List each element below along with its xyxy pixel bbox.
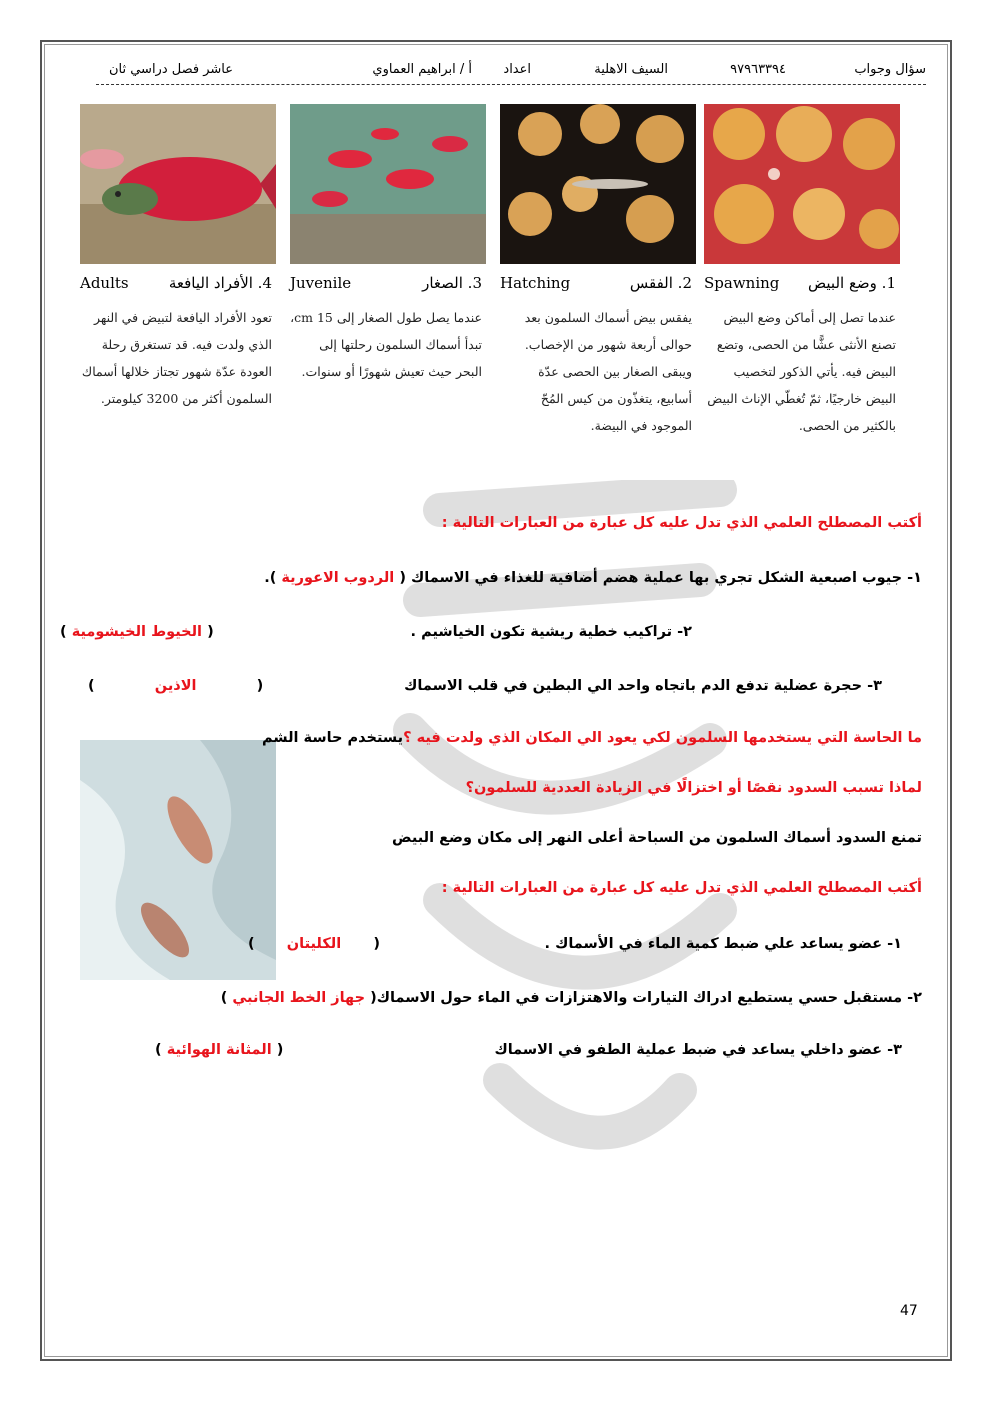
juvenile-salmon-photo: [290, 104, 486, 264]
stage-juvenile-text: عندما يصل طول الصغار إلى 15 cm، تبدأ أسماك السلمون رحلتها إلى البحر حيث تعيش شهورًا أو سنوات.: [290, 310, 482, 379]
hatching-eggs-photo: [500, 104, 696, 264]
q4-heading: أكتب المصطلح العلمي الذي تدل عليه كل عبارة من العبارات التالية :: [441, 880, 922, 896]
stage-hatching-text: يفقس بيض أسماك السلمون بعد حوالى أربعة شهور من الإخصاب. ويبقى الصغار بين الحصى عدّة أسابيع، يتغذّون من كيس المُحّ الموجود في البيضة.: [524, 310, 692, 433]
q1-answer-1: الردوب الاعورية: [281, 570, 395, 586]
stage-spawning: [704, 104, 900, 499]
q1-answer-2: الخيوط الخيشومية: [71, 624, 203, 640]
q4-item-2: ٢- مستقبل حسي يستطيع ادراك التيارات والاهتزازات في الماء حول الاسماك( جهاز الخط الجانبي ): [220, 990, 922, 1006]
salmon-leaping-photo: [80, 740, 276, 980]
q4-item-1: ١- عضو يساعد علي ضبط كمية الماء في الأسماك .: [544, 936, 902, 952]
stage-adults-text: تعود الأفراد اليافعة لتبيض في النهر الذي ولدت فيه. قد تستغرق رحلة العودة عدّة شهور تجتاز خلالها أسماك السلمون أكثر من 3200 كيلومتر.: [81, 310, 272, 406]
q1-heading: أكتب المصطلح العلمي الذي تدل عليه كل عبارة من العبارات التالية :: [441, 515, 922, 531]
stage-juvenile-caption: 3. الصغار Juvenile: [290, 274, 482, 292]
header-grade: عاشر فصل دراسي ثان: [108, 62, 233, 77]
q1-item-1: ١- جيوب اصبعية الشكل تجري بها عملية هضم أضافية للغذاء في الاسماك ( الردوب الاعورية ).: [264, 570, 922, 586]
header-prepared: اعداد: [503, 62, 531, 77]
q4-answer-3-group: ( المثانة الهوائية ): [155, 1042, 284, 1058]
q3-question: لماذا تسبب السدود نقصًا أو اختزالًا في الزيادة العددية للسلمون؟: [465, 780, 922, 796]
q2-question: ما الحاسة التي يستخدمها السلمون لكي يعود الي المكان الذي ولدت فيه ؟: [403, 730, 922, 746]
stage-juvenile: [290, 104, 486, 499]
q1-item-3: ٣- حجرة عضلية تدفع الدم باتجاه واحد الي البطين في قلب الاسماك: [404, 678, 882, 694]
salmon-life-cycle: [80, 104, 896, 499]
q1-answer-2-group: ( الخيوط الخيشومية ): [60, 624, 214, 640]
stage-adults: [80, 104, 276, 499]
header-subject: سؤال وجواب: [854, 62, 926, 77]
q4-answer-1: الكليتان: [286, 936, 342, 952]
spawning-eggs-photo: [704, 104, 900, 264]
stage-hatching: [500, 104, 696, 499]
header-phone: ٩٧٩٦٣٣٩٤: [730, 62, 786, 77]
q3-answer: تمنع السدود أسماك السلمون من السباحة أعلى النهر إلى مكان وضع البيض: [392, 830, 922, 846]
q4-answer-3: المثانة الهوائية: [166, 1042, 272, 1058]
q4-item-3: ٣- عضو داخلي يساعد في ضبط عملية الطفو في الاسماك: [494, 1042, 902, 1058]
page-header: [96, 62, 926, 84]
page-number: 47: [900, 1303, 918, 1319]
q1-answer-3-group: ( الاذين ): [88, 678, 264, 694]
stage-spawning-caption: 1. وضع البيض Spawning: [704, 274, 896, 292]
q4-answer-1-group: ( الكليتان ): [248, 936, 380, 952]
q1-item-2: ٢- تراكيب خطية ريشية تكون الخياشيم .: [410, 624, 692, 640]
stage-spawning-text: عندما تصل إلى أماكن وضع البيض تصنع الأنثى عشًّا من الحصى، وتضع البيض فيه. يأتي الذكور لتخصيب البيض خارجيًا، ثمّ تُغطّي الإناث البيض بالكثير من الحصى.: [707, 310, 896, 433]
stage-adults-caption: 4. الأفراد اليافعة Adults: [80, 274, 272, 292]
stage-hatching-caption: 2. الفقس Hatching: [500, 274, 692, 292]
q2-answer: يستخدم حاسة الشم: [261, 730, 404, 746]
q4-answer-2: جهاز الخط الجانبي: [232, 990, 366, 1006]
q2: [262, 730, 922, 746]
header-school: السيف الاهلية: [594, 62, 668, 77]
header-divider: [96, 84, 926, 93]
adult-salmon-photo: [80, 104, 276, 264]
q1-answer-3: الاذين: [154, 678, 197, 694]
header-author: أ / ابراهيم العماوي: [372, 62, 472, 77]
